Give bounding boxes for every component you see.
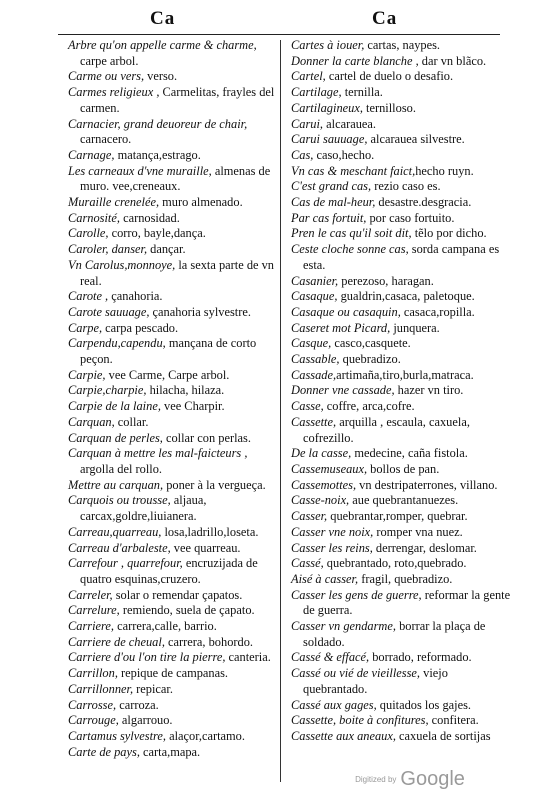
- definition: derrengar, deslomar.: [372, 540, 477, 555]
- headword: Cassemuseaux,: [291, 461, 368, 476]
- google-logo: Google: [400, 768, 465, 790]
- headword: Carpendu,capendu,: [68, 336, 166, 351]
- definition: carpe arbol.: [80, 53, 139, 68]
- headword: Carreau,quarreau,: [68, 524, 162, 539]
- dictionary-entry: [291, 509, 511, 525]
- right-column: [291, 38, 511, 745]
- dictionary-entry: [291, 305, 511, 321]
- dictionary-entry: [291, 698, 511, 714]
- dictionary-entry: [68, 682, 280, 698]
- definition: borrar la plaça de soldado.: [303, 619, 486, 649]
- headword: Cassé aux gages,: [291, 697, 377, 712]
- definition: junquera.: [390, 320, 440, 335]
- headword: Ceste cloche sonne cas,: [291, 242, 409, 257]
- definition: carpa pescado.: [102, 320, 179, 335]
- headword: Carrillon,: [68, 666, 118, 681]
- headword: Carquan,: [68, 414, 115, 429]
- definition: dar vn blãco.: [418, 53, 487, 68]
- definition: encruzijada de quatro esquinas,cruzero.: [80, 556, 258, 586]
- dictionary-entry: [68, 383, 280, 399]
- dictionary-entry: [68, 525, 280, 541]
- definition: vee Carme, Carpe arbol.: [105, 367, 230, 382]
- header-rule: [58, 34, 500, 35]
- dictionary-entry: [68, 635, 280, 651]
- dictionary-entry: [68, 242, 280, 258]
- headword: Cassette aux aneaux,: [291, 728, 396, 743]
- dictionary-entry: [291, 713, 511, 729]
- headword: Les carneaux d'vne muraille,: [68, 163, 212, 178]
- dictionary-entry: [291, 274, 511, 290]
- dictionary-entry: [291, 666, 511, 697]
- definition: almenas de muro. vee,creneaux.: [80, 163, 271, 194]
- dictionary-entry: [291, 85, 511, 101]
- definition: desastre.desgracia.: [375, 195, 472, 210]
- footer: [300, 768, 520, 791]
- definition: rezio caso es.: [371, 179, 441, 194]
- definition: cartas, naypes.: [364, 38, 441, 52]
- definition: medecine, caña fistola.: [351, 446, 468, 461]
- dictionary-entry: [68, 289, 280, 305]
- headword: De la casse,: [291, 446, 352, 461]
- definition: quebrantado, roto,quebrado.: [323, 556, 467, 571]
- headword: Cassade,: [291, 367, 337, 382]
- definition: carrera, bohordo.: [164, 634, 254, 649]
- dictionary-entry: [68, 195, 280, 211]
- headword: Cartel,: [291, 69, 326, 84]
- definition: remiendo, suela de çapato.: [119, 603, 255, 618]
- headword: Casse,: [291, 399, 324, 414]
- dictionary-entry: [291, 383, 511, 399]
- dictionary-entry: [291, 195, 511, 211]
- dictionary-entry: [291, 211, 511, 227]
- headword: Carui,: [291, 116, 324, 131]
- dictionary-entry: [68, 556, 280, 587]
- dictionary-entry: [68, 321, 280, 337]
- definition: bollos de pan.: [367, 461, 440, 476]
- definition: alcarauea silvestre.: [367, 132, 465, 147]
- definition: vee quarreau.: [170, 540, 241, 555]
- definition: mançana de corto peçon.: [80, 336, 257, 367]
- dictionary-entry: [291, 572, 511, 588]
- headword: Cas,: [291, 147, 314, 162]
- headword: Pren le cas qu'il soit dit,: [291, 226, 412, 241]
- definition: solar o remendar çapatos.: [112, 587, 243, 602]
- definition: argolla del rollo.: [80, 461, 163, 476]
- definition: quebradizo.: [339, 352, 401, 367]
- headword: Cassé & effacé,: [291, 650, 370, 665]
- dictionary-entry: [291, 368, 511, 384]
- definition: quebrantar,romper, quebrar.: [327, 509, 468, 524]
- headword: Casser vne noix,: [291, 524, 374, 539]
- dictionary-entry: [68, 698, 280, 714]
- dictionary-entry: [291, 132, 511, 148]
- headword: Casser vn gendarme,: [291, 619, 396, 634]
- dictionary-entry: [291, 619, 511, 650]
- headword: Casse-noix,: [291, 493, 350, 508]
- dictionary-entry: [291, 399, 511, 415]
- dictionary-entry: [291, 226, 511, 242]
- dictionary-entry: [68, 148, 280, 164]
- headword: Carote sauuage,: [68, 304, 150, 319]
- definition: çanahoria.: [108, 289, 163, 304]
- definition: carroza.: [116, 697, 159, 712]
- headword: Donner vne cassade,: [291, 383, 395, 398]
- headword: Mettre au carquan,: [68, 477, 164, 492]
- dictionary-entry: [68, 603, 280, 619]
- definition: repicar.: [133, 681, 173, 696]
- definition: ternilla.: [341, 85, 383, 100]
- definition: carnacero.: [80, 132, 132, 147]
- dictionary-entry: [291, 588, 511, 619]
- definition: carrera,calle, barrio.: [114, 619, 217, 634]
- definition: matança,estrago.: [114, 147, 201, 162]
- dictionary-entry: [68, 164, 280, 195]
- headword: Vn cas & meschant faict,: [291, 163, 416, 178]
- dictionary-entry: [291, 164, 511, 180]
- definition: poner à la vergueça.: [163, 477, 266, 492]
- headword: Carmes religieux ,: [68, 85, 160, 100]
- definition: artimaña,tiro,burla,matraca.: [336, 367, 474, 382]
- headword: Casque,: [291, 336, 332, 351]
- headword: Cassette, boite à confitures,: [291, 713, 429, 728]
- headword: Vn Carolus,monnoye,: [68, 257, 176, 272]
- definition: muro almenado.: [159, 195, 243, 210]
- headword: Casser,: [291, 509, 328, 524]
- definition: ternilloso.: [362, 100, 416, 115]
- headword: Carriere de cheual,: [68, 634, 165, 649]
- definition: confitera.: [428, 713, 479, 728]
- headword: Carriere,: [68, 619, 115, 634]
- dictionary-entry: [68, 493, 280, 524]
- definition: quitados los gajes.: [376, 697, 472, 712]
- headword: Casaque,: [291, 289, 338, 304]
- headword: Carnage,: [68, 147, 115, 162]
- headword: Carui sauuage,: [291, 132, 368, 147]
- headword: Cas de mal-heur,: [291, 195, 376, 210]
- headword: Cassé ou vié de vieillesse,: [291, 666, 421, 681]
- definition: hilacha, hilaza.: [146, 383, 225, 398]
- dictionary-entry: [68, 226, 280, 242]
- dictionary-entry: [291, 101, 511, 117]
- dictionary-entry: [291, 462, 511, 478]
- headword: Carpie,: [68, 367, 106, 382]
- dictionary-entry: [291, 478, 511, 494]
- definition: perezoso, haragan.: [338, 273, 434, 288]
- definition: sorda campana es esta.: [303, 242, 500, 272]
- dictionary-entry: [68, 399, 280, 415]
- dictionary-entry: [291, 38, 511, 54]
- definition: algarrouo.: [118, 713, 173, 728]
- headword: Caroler, danser,: [68, 242, 148, 257]
- dictionary-entry: [68, 745, 280, 761]
- left-column: [68, 38, 280, 760]
- headword: Carreler,: [68, 587, 113, 602]
- definition: fragil, quebradizo.: [358, 571, 453, 586]
- headword: Carrouge,: [68, 713, 119, 728]
- headword: Casser les reins,: [291, 540, 373, 555]
- headword: Par cas fortuit,: [291, 210, 367, 225]
- dictionary-entry: [291, 336, 511, 352]
- headword: Carriere d'ou l'on tire la pierre,: [68, 650, 226, 665]
- dictionary-entry: [68, 478, 280, 494]
- dictionary-entry: [291, 242, 511, 273]
- headword: Cassable,: [291, 352, 340, 367]
- dictionary-entry: [68, 650, 280, 666]
- definition: hazer vn tiro.: [394, 383, 464, 398]
- definition: collar.: [114, 414, 149, 429]
- headword: Carrillonner,: [68, 681, 134, 696]
- definition: cartel de duelo o desafio.: [325, 69, 454, 84]
- definition: gualdrin,casaca, paletoque.: [337, 289, 475, 304]
- definition: coffre, arca,cofre.: [323, 399, 415, 414]
- dictionary-entry: [68, 38, 280, 69]
- definition: Carmelitas, frayles del carmen.: [80, 85, 275, 115]
- headword: Aisé à casser,: [291, 571, 359, 586]
- definition: aljaua, carcax,goldre,liuianera.: [80, 493, 207, 524]
- definition: alcarauea.: [323, 116, 376, 131]
- definition: viejo quebrantado.: [303, 666, 448, 696]
- headword: Carpie,charpie,: [68, 383, 147, 398]
- definition: caxuela de sortijas: [395, 728, 491, 743]
- dictionary-entry: [291, 650, 511, 666]
- headword: Casaque ou casaquin,: [291, 304, 401, 319]
- headword: Carrosse,: [68, 697, 117, 712]
- headword: Cartes à iouer,: [291, 38, 365, 52]
- dictionary-entry: [291, 289, 511, 305]
- running-head-left: Ca: [150, 8, 176, 29]
- definition: carta,mapa.: [139, 744, 201, 759]
- definition: vn destripaterrones, villano.: [356, 477, 498, 492]
- dictionary-entry: [68, 117, 280, 148]
- dictionary-entry: [68, 258, 280, 289]
- dictionary-entry: [68, 446, 280, 477]
- headword: Carpe,: [68, 320, 103, 335]
- headword: Carrelure,: [68, 603, 120, 618]
- definition: casco,casquete.: [331, 336, 411, 351]
- dictionary-entry: [68, 368, 280, 384]
- dictionary-entry: [68, 729, 280, 745]
- definition: romper vna nuez.: [373, 524, 463, 539]
- headword: Carrefour , quarrefour,: [68, 556, 183, 571]
- dictionary-entry: [68, 305, 280, 321]
- dictionary-entry: [68, 69, 280, 85]
- dictionary-entry: [291, 446, 511, 462]
- definition: dançar.: [147, 242, 186, 257]
- headword: Carote ,: [68, 289, 109, 304]
- dictionary-entry: [68, 541, 280, 557]
- headword: Cartilage,: [291, 85, 342, 100]
- headword: Carolle,: [68, 226, 109, 241]
- headword: Cassé,: [291, 556, 324, 571]
- definition: arquilla , escaula, caxuela, cofrezillo.: [303, 414, 470, 445]
- headword: Carnosité,: [68, 210, 120, 225]
- headword: Cassette,: [291, 414, 337, 429]
- headword: Casser les gens de guerre,: [291, 587, 422, 602]
- dictionary-entry: [291, 541, 511, 557]
- definition: repique de campanas.: [117, 666, 229, 681]
- headword: Carquois ou trousse,: [68, 493, 171, 508]
- dictionary-entry: [291, 69, 511, 85]
- definition: reformar la gente de guerra.: [303, 587, 511, 618]
- headword: Cassemottes,: [291, 477, 357, 492]
- dictionary-entry: [68, 85, 280, 116]
- definition: losa,ladrillo,loseta.: [161, 524, 259, 539]
- definition: vee Charpir.: [160, 399, 225, 414]
- headword: Muraille crenelée,: [68, 195, 160, 210]
- definition: carnosidad.: [119, 210, 180, 225]
- definition: por caso fortuito.: [366, 210, 455, 225]
- headword: Carreau d'arbaleste,: [68, 540, 171, 555]
- dictionary-entry: [68, 431, 280, 447]
- dictionary-entry: [291, 179, 511, 195]
- dictionary-entry: [68, 415, 280, 431]
- definition: caso,hecho.: [313, 147, 375, 162]
- headword: Carpie de la laine,: [68, 399, 161, 414]
- column-divider: [280, 40, 281, 782]
- headword: Caseret mot Picard,: [291, 320, 391, 335]
- definition: çanahoria sylvestre.: [149, 304, 251, 319]
- definition: tẽlo por dicho.: [411, 226, 487, 241]
- dictionary-entry: [291, 493, 511, 509]
- headword: Cartamus sylvestre,: [68, 728, 166, 743]
- headword: Carquan à mettre les mal-faicteurs ,: [68, 446, 248, 461]
- headword: Casanier,: [291, 273, 339, 288]
- dictionary-entry: [68, 588, 280, 604]
- definition: canteria.: [225, 650, 271, 665]
- dictionary-entry: [68, 666, 280, 682]
- dictionary-entry: [68, 619, 280, 635]
- dictionary-entry: [291, 54, 511, 70]
- definition: borrado, reformado.: [369, 650, 472, 665]
- definition: casaca,ropilla.: [400, 304, 475, 319]
- headword: Carte de pays,: [68, 744, 140, 759]
- dictionary-entry: [291, 556, 511, 572]
- headword: C'est grand cas,: [291, 179, 372, 194]
- headword: Donner la carte blanche ,: [291, 53, 419, 68]
- definition: aue quebrantanuezes.: [349, 493, 459, 508]
- dictionary-entry: [291, 117, 511, 133]
- definition: la sexta parte de vn real.: [80, 257, 275, 288]
- headword: Arbre qu'on appelle carme & charme,: [68, 38, 257, 52]
- definition: collar con perlas.: [162, 430, 251, 445]
- dictionary-entry: [291, 148, 511, 164]
- dictionary-entry: [291, 525, 511, 541]
- dictionary-entry: [68, 211, 280, 227]
- running-head-right: Ca: [372, 8, 398, 29]
- dictionary-entry: [291, 321, 511, 337]
- definition: hecho ruyn.: [415, 163, 474, 178]
- digitized-by-label: Digitized by: [355, 775, 397, 784]
- headword: Carquan de perles,: [68, 430, 163, 445]
- definition: alaçor,cartamo.: [165, 728, 245, 743]
- dictionary-entry: [291, 415, 511, 446]
- headword: Cartilagineux,: [291, 100, 363, 115]
- headword: Carnacier, grand deuoreur de chair,: [68, 116, 248, 131]
- definition: verso.: [144, 69, 178, 84]
- dictionary-entry: [68, 336, 280, 367]
- headword: Carme ou vers,: [68, 69, 145, 84]
- dictionary-entry: [68, 713, 280, 729]
- definition: corro, bayle,dança.: [108, 226, 206, 241]
- dictionary-entry: [291, 729, 511, 745]
- dictionary-entry: [291, 352, 511, 368]
